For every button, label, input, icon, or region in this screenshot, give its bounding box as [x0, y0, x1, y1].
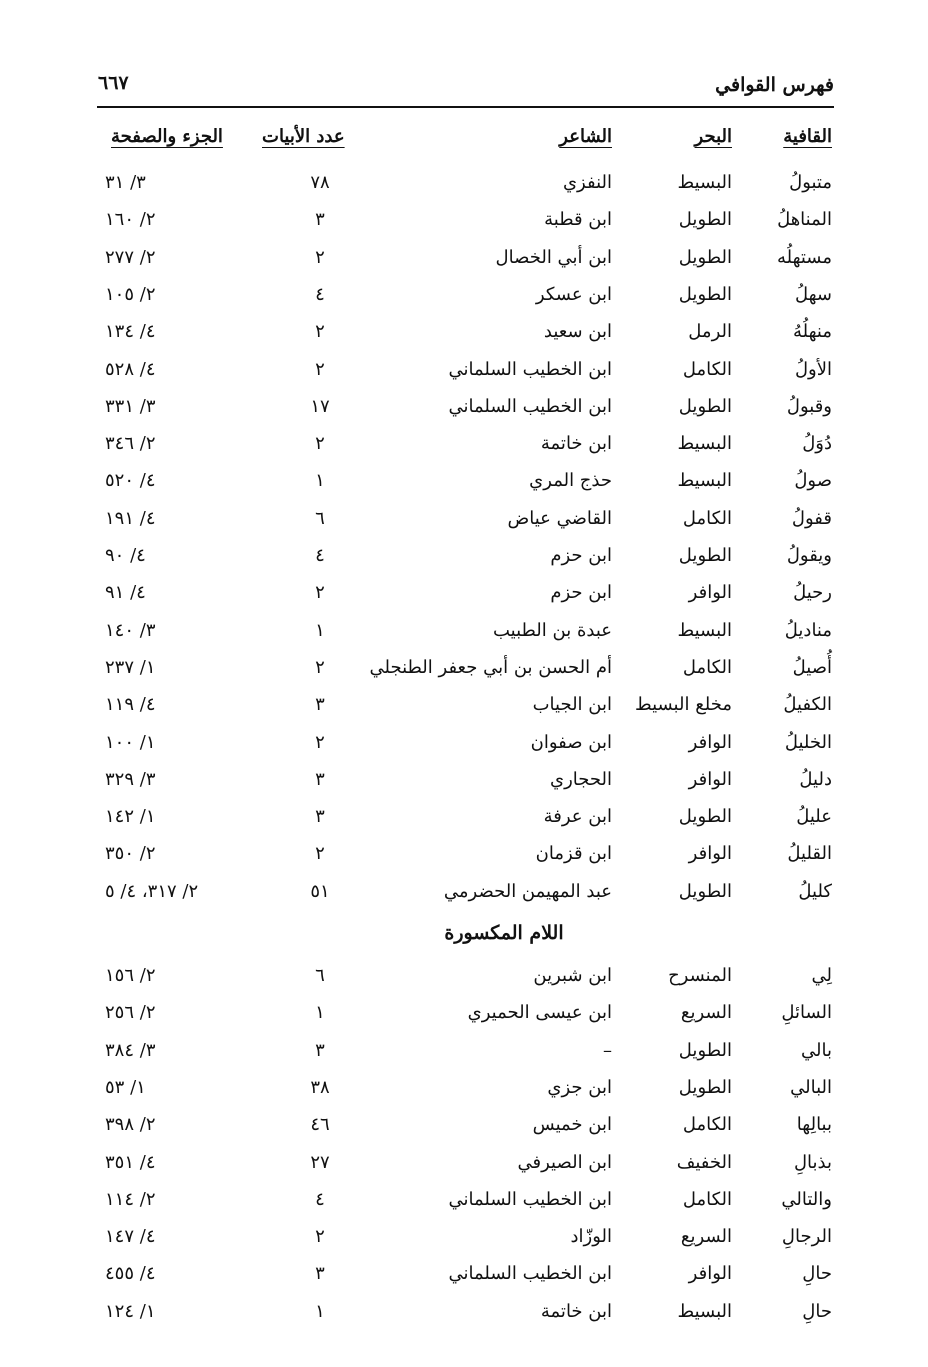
bahr-cell: الخفيف: [676, 1151, 732, 1173]
bahr-cell: المنسرح: [668, 965, 732, 986]
volume-page-cell: ١/ ٥٣: [105, 1076, 146, 1098]
poet-cell: ابن شبرين: [533, 965, 612, 986]
bahr-cell: الطويل: [678, 806, 732, 828]
volume-page-cell: ٤/ ١٣٤: [105, 321, 156, 343]
qafiya-cell: حالِ: [802, 1300, 832, 1322]
bahr-cell: الطويل: [678, 209, 732, 231]
qafiya-cell: مستهلُه: [776, 246, 832, 268]
poet-cell: ابن خميس: [532, 1114, 612, 1136]
volume-page-cell: ٣/ ٣٢٩: [105, 768, 156, 790]
volume-page-cell: ٢/ ٢٧٧: [105, 246, 156, 268]
volume-page-cell: ١/ ١٤٢: [105, 806, 156, 828]
qafiya-cell: رحيلُ: [793, 582, 832, 604]
qafiya-cell: دُوَلُ: [802, 433, 832, 455]
poet-cell: ابن الجياب: [532, 694, 612, 716]
poet-cell: حذج المري: [529, 470, 612, 492]
bahr-cell: البسيط: [677, 172, 732, 193]
column-header-bahr: البحر: [694, 126, 732, 147]
bahr-cell: الوافر: [688, 1263, 732, 1285]
volume-page-cell: ٤/ ٤٥٥: [105, 1263, 156, 1285]
bahr-cell: الطويل: [678, 283, 732, 305]
volume-page-cell: ٢/ ١٥٦: [105, 965, 156, 986]
qafiya-cell: صولُ: [794, 470, 832, 492]
verse-count-cell: ٣: [315, 806, 325, 828]
page-title: فهرس القوافي: [715, 74, 834, 96]
qafiya-cell: قفولُ: [791, 507, 832, 529]
verse-count-cell: ٦: [315, 965, 325, 986]
verse-count-cell: ٣: [315, 209, 325, 231]
poet-cell: ابن سعيد: [543, 321, 612, 343]
verse-count-cell: ٢: [315, 843, 325, 865]
qafiya-cell: ببالِها: [796, 1114, 832, 1136]
poet-cell: ابن خاتمة: [540, 1300, 612, 1322]
poet-cell: ابن حزم: [550, 545, 612, 566]
qafiya-cell: الكفيلُ: [783, 694, 832, 716]
verse-count-cell: ٤: [315, 545, 325, 566]
volume-page-cell: ١/ ١٢٤: [105, 1300, 156, 1322]
bahr-cell: الكامل: [682, 1114, 732, 1136]
verse-count-cell: ٢: [315, 582, 325, 604]
poet-cell: ابن حزم: [550, 582, 612, 604]
qafiya-cell: السائلِ: [781, 1002, 832, 1024]
qafiya-cell: بذبالِ: [793, 1151, 832, 1173]
verse-count-cell: ١: [315, 1300, 325, 1322]
poet-cell: ابن عيسى الحميري: [467, 1002, 612, 1024]
verse-count-cell: ٣: [315, 768, 325, 790]
qafiya-cell: منهلُهُ: [793, 321, 832, 343]
poet-cell: أم الحسن بن أبي جعفر الطنجلي: [369, 656, 612, 678]
verse-count-cell: ٢: [315, 433, 325, 455]
qafiya-cell: متبولُ: [789, 172, 832, 193]
poet-cell: ابن الخطيب السلماني: [448, 395, 612, 417]
bahr-cell: الطويل: [678, 395, 732, 417]
qafiya-cell: كليلُ: [798, 880, 832, 902]
poet-cell: ابن أبي الخصال: [495, 246, 612, 268]
verse-count-cell: ٣٨: [310, 1076, 330, 1098]
poet-cell: ابن الخطيب السلماني: [448, 1263, 612, 1285]
volume-page-cell: ٤/ ١٤٧: [105, 1226, 156, 1248]
poet-cell: الوزّاد: [570, 1226, 612, 1248]
verse-count-cell: ٢: [315, 1226, 325, 1248]
volume-page-cell: ٤/ ٩١: [105, 582, 146, 604]
verse-count-cell: ٣: [315, 1039, 325, 1061]
bahr-cell: الوافر: [688, 843, 732, 865]
verse-count-cell: ٢: [315, 321, 325, 343]
verse-count-cell: ٢٧: [310, 1151, 330, 1173]
poet-cell: ابن عرفة: [543, 806, 612, 828]
qafiya-cell: المناهلُ: [777, 209, 832, 231]
poet-cell: القاضي عياض: [507, 507, 612, 529]
verse-count-cell: ١: [315, 1002, 325, 1024]
bahr-cell: البسيط: [677, 433, 732, 455]
qafiya-cell: الأولُ: [794, 358, 832, 380]
bahr-cell: البسيط: [677, 1300, 732, 1322]
column-header-ref: الجزء والصفحة: [111, 126, 223, 147]
verse-count-cell: ٢: [315, 656, 325, 678]
bahr-cell: البسيط: [677, 470, 732, 492]
volume-page-cell: ٢/ ٣٩٨: [105, 1114, 156, 1136]
column-header-abyat: عدد الأبيات: [262, 126, 345, 147]
volume-page-cell: ٢/ ١٠٥: [105, 283, 156, 305]
volume-page-cell: ١/ ١٠٠: [105, 731, 156, 753]
bahr-cell: الطويل: [678, 246, 732, 268]
bahr-cell: الكامل: [682, 507, 732, 529]
bahr-cell: البسيط: [677, 619, 732, 641]
qafiya-cell: دليلُ: [799, 768, 832, 790]
verse-count-cell: ٧٨: [310, 172, 330, 193]
verse-count-cell: ٢: [315, 731, 325, 753]
qafiya-cell: سهلُ: [794, 283, 832, 305]
poet-cell: ابن صفوان: [530, 731, 612, 753]
verse-count-cell: ٤: [315, 1188, 325, 1210]
qafiya-cell: البالي: [790, 1076, 832, 1098]
volume-page-cell: ٣/ ١٤٠: [105, 619, 156, 641]
bahr-cell: الرمل: [688, 321, 732, 343]
volume-page-cell: ٢/ ٢٥٦: [105, 1002, 156, 1024]
verse-count-cell: ٦: [315, 507, 325, 529]
qafiya-cell: مناديلُ: [784, 619, 832, 641]
qafiya-cell: لِي: [811, 965, 832, 986]
volume-page-cell: ٤/ ١١٩: [105, 694, 156, 716]
qafiya-cell: حالِ: [802, 1263, 832, 1285]
bahr-cell: السريع: [680, 1002, 732, 1024]
volume-page-cell: ٤/ ٥٢٠: [105, 470, 156, 492]
volume-page-cell: ٢/ ٣٤٦: [105, 433, 156, 455]
qafiya-cell: وقبولُ: [786, 395, 832, 417]
poet-cell: ابن الخطيب السلماني: [448, 358, 612, 380]
bahr-cell: الكامل: [682, 656, 732, 678]
poet-cell: الحجاري: [550, 768, 612, 790]
volume-page-cell: ٣/ ٣٣١: [105, 395, 156, 417]
bahr-cell: الطويل: [678, 1039, 732, 1061]
verse-count-cell: ٤: [315, 283, 325, 305]
volume-page-cell: ٤/ ٣٥١: [105, 1151, 156, 1173]
poet-cell: ابن قطبة: [544, 209, 612, 231]
bahr-cell: مخلع البسيط: [634, 694, 732, 716]
poet-cell: عبد المهيمن الحضرمي: [443, 880, 612, 902]
verse-count-cell: ٢: [315, 358, 325, 380]
qafiya-cell: والتالي: [781, 1188, 832, 1210]
poet-cell: عبدة بن الطبيب: [493, 619, 612, 641]
verse-count-cell: ٢: [315, 246, 325, 268]
column-header-qafiya: القافية: [783, 126, 832, 147]
poet-cell: ابن الصيرفي: [517, 1151, 612, 1173]
verse-count-cell: ١: [315, 470, 325, 492]
qafiya-cell: ويقولُ: [786, 545, 832, 566]
volume-page-cell: ١/ ٢٣٧: [105, 656, 156, 678]
bahr-cell: الطويل: [678, 880, 732, 902]
qafiya-cell: عليلُ: [796, 806, 832, 828]
poet-cell: النفزي: [562, 172, 612, 193]
volume-page-cell: ٢/ ٣٥٠: [105, 843, 156, 865]
volume-page-cell: ٤/ ٥٢٨: [105, 358, 156, 380]
verse-count-cell: ٤٦: [310, 1114, 330, 1136]
poet-cell: –: [603, 1039, 612, 1061]
volume-page-cell: ٣/ ٣١: [105, 172, 146, 193]
column-header-shaer: الشاعر: [559, 126, 612, 147]
qafiya-cell: بالي: [801, 1039, 832, 1061]
volume-page-cell: ٢/ ١١٤: [105, 1188, 156, 1210]
poet-cell: ابن قزمان: [535, 843, 612, 865]
header-rule: [97, 106, 834, 108]
qafiya-cell: أُصيلُ: [792, 656, 832, 678]
verse-count-cell: ٥١: [310, 880, 330, 902]
verse-count-cell: ٣: [315, 1263, 325, 1285]
bahr-cell: الوافر: [688, 731, 732, 753]
poet-cell: ابن عسكر: [535, 283, 612, 305]
bahr-cell: الوافر: [688, 768, 732, 790]
bahr-cell: الطويل: [678, 1076, 732, 1098]
qafiya-cell: الخليلُ: [784, 731, 832, 753]
poet-cell: ابن الخطيب السلماني: [448, 1188, 612, 1210]
volume-page-cell: ٤/ ١٩١: [105, 507, 156, 529]
section-title: اللام المكسورة: [444, 922, 564, 944]
poet-cell: ابن جزي: [547, 1076, 612, 1098]
verse-count-cell: ١: [315, 619, 325, 641]
bahr-cell: السريع: [680, 1226, 732, 1248]
verse-count-cell: ٣: [315, 694, 325, 716]
verse-count-cell: ١٧: [310, 395, 330, 417]
qafiya-cell: القليلُ: [787, 843, 832, 865]
bahr-cell: الكامل: [682, 358, 732, 380]
qafiya-cell: الرجالِ: [781, 1226, 832, 1248]
page-number: ٦٦٧: [98, 72, 129, 94]
volume-page-cell: ٢/ ١٦٠: [105, 209, 156, 231]
volume-page-cell: ٣/ ٣٨٤: [105, 1039, 156, 1061]
volume-page-cell: ٤/ ٩٠: [105, 545, 146, 566]
bahr-cell: الكامل: [682, 1188, 732, 1210]
poet-cell: ابن خاتمة: [540, 433, 612, 455]
bahr-cell: الوافر: [688, 582, 732, 604]
volume-page-cell: ٢/ ٣١٧، ٤/ ٥: [105, 880, 199, 902]
bahr-cell: الطويل: [678, 545, 732, 566]
